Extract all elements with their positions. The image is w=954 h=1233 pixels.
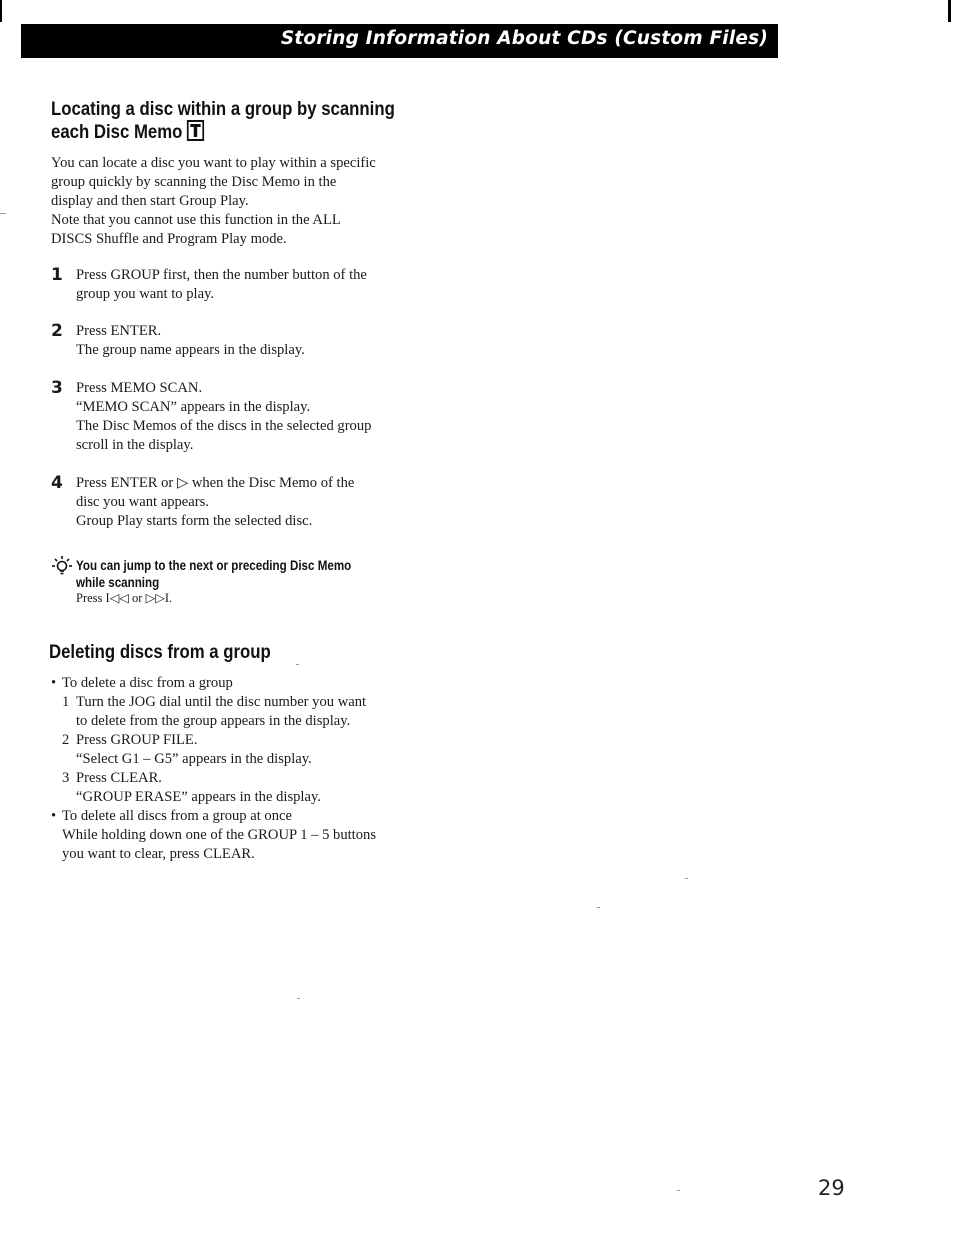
step-number: 4 xyxy=(51,473,63,493)
step-line: Press GROUP first, then the number button of the xyxy=(76,267,367,283)
scan-speck xyxy=(297,998,300,999)
step-line: “MEMO SCAN” appears in the display. xyxy=(76,399,311,415)
step-number: 2 xyxy=(51,321,63,341)
step-line: scroll in the display. xyxy=(76,437,194,453)
sub-step-number: 2 xyxy=(62,732,70,748)
step-line: disc you want appears. xyxy=(76,494,209,510)
section-title-locating xyxy=(51,99,395,143)
bullet: • xyxy=(51,675,57,691)
intro-line: display and then start Group Play. xyxy=(51,193,249,209)
intro-line: group quickly by scanning the Disc Memo in the xyxy=(51,174,337,190)
step-line: Press ENTER. xyxy=(76,323,162,339)
page-number: 29 xyxy=(818,1176,845,1200)
scan-speck xyxy=(685,878,688,879)
scan-edge-mark xyxy=(0,0,2,22)
lightbulb-icon xyxy=(51,555,73,577)
intro-line: DISCS Shuffle and Program Play mode. xyxy=(51,231,287,247)
step-line: Press ENTER or ▷ when the Disc Memo of the xyxy=(76,475,355,491)
sub-step-number: 3 xyxy=(62,770,70,786)
step-line: Press MEMO SCAN. xyxy=(76,380,203,396)
section-title-deleting: Deleting discs from a group xyxy=(49,641,271,663)
section-title-line: each Disc Memo xyxy=(51,120,395,143)
step-number: 1 xyxy=(51,265,63,285)
step-line: group you want to play. xyxy=(76,286,215,302)
scan-speck xyxy=(296,664,299,665)
play-symbol: ▷ xyxy=(176,475,189,491)
next-symbol: ▷▷I xyxy=(145,591,169,605)
section-title-line: Locating a disc within a group by scanning xyxy=(51,98,395,120)
disc-memo-icon xyxy=(187,120,204,141)
intro-line: Note that you cannot use this function in the ALL xyxy=(51,212,341,228)
header-bar xyxy=(21,24,778,58)
step-number: 3 xyxy=(51,378,63,398)
scan-speck xyxy=(597,907,600,908)
tip-body: Press I◁◁ or ▷▷I. xyxy=(76,591,173,605)
intro-paragraph xyxy=(51,154,376,249)
step-line: The Disc Memos of the discs in the selected group xyxy=(76,418,372,434)
sub-step-number: 1 xyxy=(62,694,70,710)
step-line: The group name appears in the display. xyxy=(76,342,305,358)
intro-line: You can locate a disc you want to play within a specific xyxy=(51,155,376,171)
scan-speck xyxy=(677,1190,680,1191)
tip-title: You can jump to the next or preceding Disc Memo while scanning xyxy=(76,558,352,590)
bullet: • xyxy=(51,808,57,824)
header-title: Storing Information About CDs (Custom Files) xyxy=(280,28,768,49)
scan-speck xyxy=(0,213,6,214)
scan-edge-mark xyxy=(948,0,951,22)
step-line: Group Play starts form the selected disc. xyxy=(76,513,313,529)
previous-symbol: I◁◁ xyxy=(105,591,129,605)
